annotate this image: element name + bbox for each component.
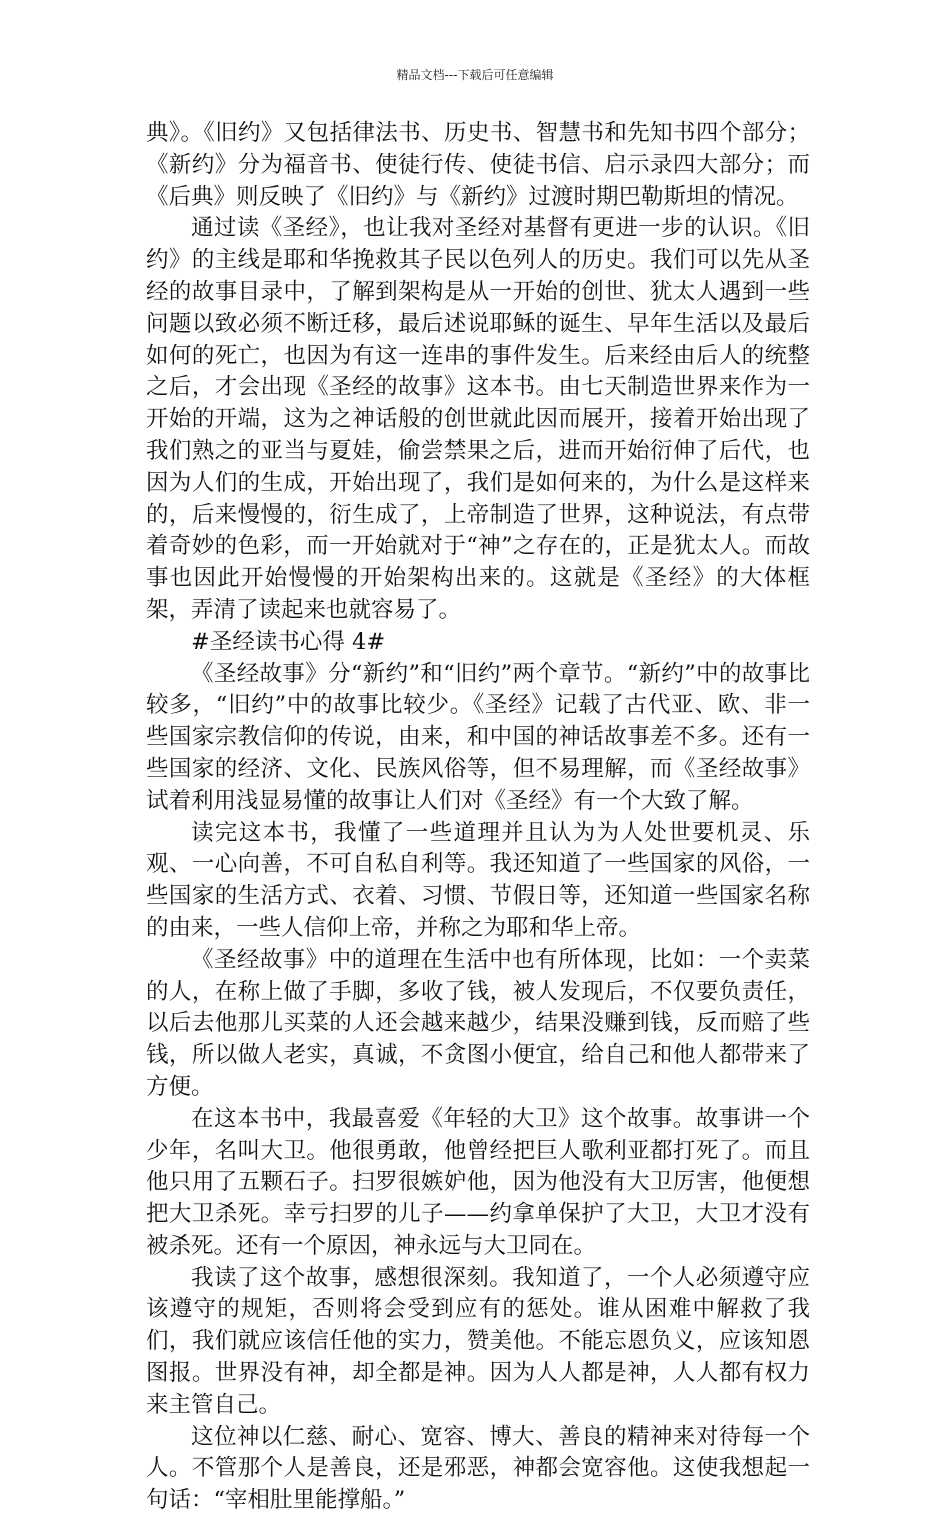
paragraph-1: 典》。《旧约》又包括律法书、历史书、智慧书和先知书四个部分；《新约》分为福音书、使徒行传、使徒书信、启示录四大部分；而《后典》则反映了《旧约》与《新约》过渡时期巴勒斯坦的情况。 <box>146 120 810 210</box>
section-heading: #圣经读书心得 4# <box>191 628 386 655</box>
paragraph-4: 读完这本书，我懂了一些道理并且认为为人处世要机灵、乐观、一心向善，不可自私自利等。我还知道了一些国家的风俗，一些国家的生活方式、衣着、习惯、节假日等，还知道一些国家名称的由来，一些人信仰上帝，并称之为耶和华上帝。 <box>146 819 810 941</box>
paragraph-7: 我读了这个故事，感想很深刻。我知道了，一个人必须遵守应该遵守的规矩，否则将会受到应有的惩处。谁从困难中解救了我们，我们就应该信任他的实力，赞美他。不能忘恩负义，应该知恩图报。世界没有神，却全都是神。因为人人都是神，人人都有权力来主管自己。 <box>146 1264 810 1418</box>
paragraph-8: 这位神以仁慈、耐心、宽容、博大、善良的精神来对待每一个人。不管那个人是善良，还是邪恶，神都会宽容他。这使我想起一句话：“宰相肚里能撑船。” <box>146 1423 810 1514</box>
document-body <box>146 118 810 1517</box>
page-header: 精品文档---下载后可任意编辑 <box>396 68 554 82</box>
paragraph-6: 在这本书中，我最喜爱《年轻的大卫》这个故事。故事讲一个少年，名叫大卫。他很勇敢，他曾经把巨人歌利亚都打死了。而且他只用了五颗石子。扫罗很嫉妒他，因为他没有大卫厉害，他便想把大卫杀死。幸亏扫罗的儿子——约拿单保护了大卫，大卫才没有被杀死。还有一个原因，神永远与大卫同在。 <box>146 1105 810 1259</box>
paragraph-2: 通过读《圣经》，也让我对圣经对基督有更进一步的认识。《旧约》的主线是耶和华挽救其子民以色列人的历史。我们可以先从圣经的故事目录中，了解到架构是从一开始的创世、犹太人遇到一些问题以致必须不断迁移，最后述说耶稣的诞生、早年生活以及最后如何的死亡，也因为有这一连串的事件发生。后来经由后人的统整之后，才会出现《圣经的故事》这本书。由七天制造世界来作为一开始的开端，这为之神话般的创世就此因而展开，接着开始出现了我们熟之的亚当与夏娃，偷尝禁果之后，进而开始衍伸了后代，也因为人们的生成，开始出现了，我们是如何来的，为什么是这样来的，后来慢慢的，衍生成了，上帝制造了世界，这种说法，有点带着奇妙的色彩，而一开始就对于“神”之存在的，正是犹太人。而故事也因此开始慢慢的开始架构出来的。这就是《圣经》的大体框架，弄清了读起来也就容易了。 <box>146 215 810 623</box>
paragraph-3: 《圣经故事》分“新约”和“旧约”两个章节。“新约”中的故事比较多，“旧约”中的故事比较少。《圣经》记载了古代亚、欧、非一些国家宗教信仰的传说，由来，和中国的神话故事差不多。还有一些国家的经济、文化、民族风俗等，但不易理解，而《圣经故事》试着利用浅显易懂的故事让人们对《圣经》有一个大致了解。 <box>146 660 810 814</box>
paragraph-5: 《圣经故事》中的道理在生活中也有所体现，比如：一个卖菜的人，在称上做了手脚，多收了钱，被人发现后，不仅要负责任，以后去他那儿买菜的人还会越来越少，结果没赚到钱，反而赔了些钱，所以做人老实，真诚，不贪图小便宜，给自己和他人都带来了方便。 <box>146 946 810 1100</box>
